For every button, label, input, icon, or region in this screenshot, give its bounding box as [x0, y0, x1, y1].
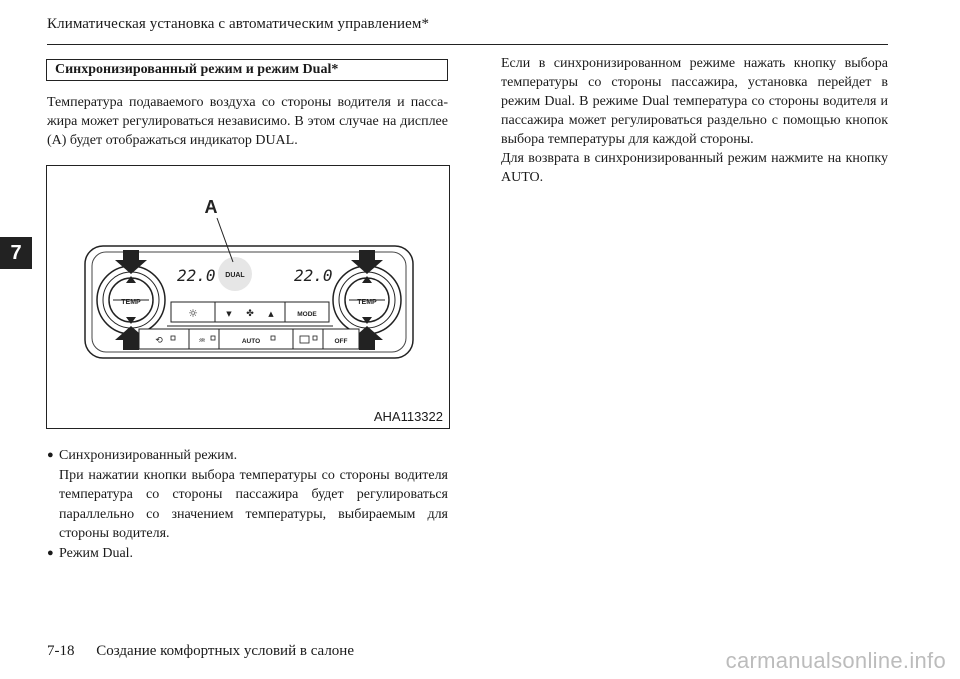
- display-right-temperature: 22.0: [294, 266, 333, 285]
- intro-paragraph: [47, 93, 448, 150]
- arrow-down-right-icon: [351, 250, 383, 274]
- bullet-body: При нажатии кнопки выбора температуры со стороны водителя температура со стороны пассажира будет регулироваться параллельно со значением температуры, выбираемым для стороны водителя.: [59, 467, 448, 541]
- bullet-item-dual: [47, 544, 448, 564]
- left-temp-label: TEMP: [121, 299, 141, 306]
- fan-icon: ✤: [246, 309, 254, 319]
- chapter-tab: 7: [0, 237, 32, 269]
- bullet-item-sync: [47, 446, 448, 544]
- bullet-dot-icon: ●: [47, 546, 54, 559]
- page-number: 7-18: [47, 643, 75, 659]
- upper-button-row: [171, 302, 329, 322]
- sun-icon: ☼: [188, 307, 198, 320]
- climate-panel-figure: [46, 165, 450, 429]
- section-title-box: [46, 59, 448, 81]
- header-rule: [47, 44, 888, 45]
- recirculation-icon: ⟲: [155, 336, 163, 346]
- left-temp-knob: [97, 266, 165, 334]
- section-title: Синхронизированный режим и режим Dual*: [55, 62, 339, 77]
- off-label: OFF: [334, 338, 348, 345]
- lower-button-row: [139, 326, 359, 349]
- callout-label: A: [204, 197, 218, 217]
- callout-line: [217, 218, 233, 262]
- watermark: carmanualsonline.info: [725, 648, 946, 673]
- figure-code: AHA113322: [373, 409, 443, 424]
- right-temp-label: TEMP: [357, 299, 377, 306]
- defrost-icon: ♒: [198, 336, 206, 345]
- right-column: [501, 54, 888, 187]
- auto-label: AUTO: [241, 338, 261, 345]
- climate-panel-illustration: [47, 166, 451, 430]
- footer-chapter-title: Создание комфортных условий в салоне: [96, 643, 354, 659]
- right-paragraph-1: Если в синхронизированном режиме нажать кнопку выбора температуры со стороны пассажира, установка перейдет в режим Dual. В режиме Dual температура со стороны водителя и пассажира может регулироваться раздельно с помощью кнопок выбора температуры для каждой стороны.: [501, 56, 888, 147]
- bullet-title: Синхронизированный режим.: [59, 448, 238, 463]
- bullet-list: [47, 446, 448, 563]
- bullet-title: Режим Dual.: [59, 545, 134, 561]
- dual-indicator: DUAL: [225, 272, 245, 279]
- fan-down-icon: ▼: [226, 310, 232, 318]
- right-temp-knob: [333, 266, 401, 334]
- display-left-temperature: 22.0: [177, 266, 216, 285]
- intro-text: Температура подаваемого воздуха со стороны водителя и пассажира может регулироваться независимо. В этом случае на дисплее (A) будет отображаться индикатор DUAL.: [47, 95, 448, 148]
- right-paragraph-2: Для возврата в синхронизированный режим нажмите на кнопку AUTO.: [501, 151, 888, 185]
- bullet-dot-icon: ●: [47, 449, 54, 461]
- mode-label: MODE: [297, 311, 317, 318]
- footer: [47, 643, 354, 660]
- arrow-down-left-icon: [115, 250, 147, 274]
- header-title: Климатическая установка с автоматическим управлением*: [47, 16, 430, 32]
- fan-up-icon: ▲: [268, 310, 274, 318]
